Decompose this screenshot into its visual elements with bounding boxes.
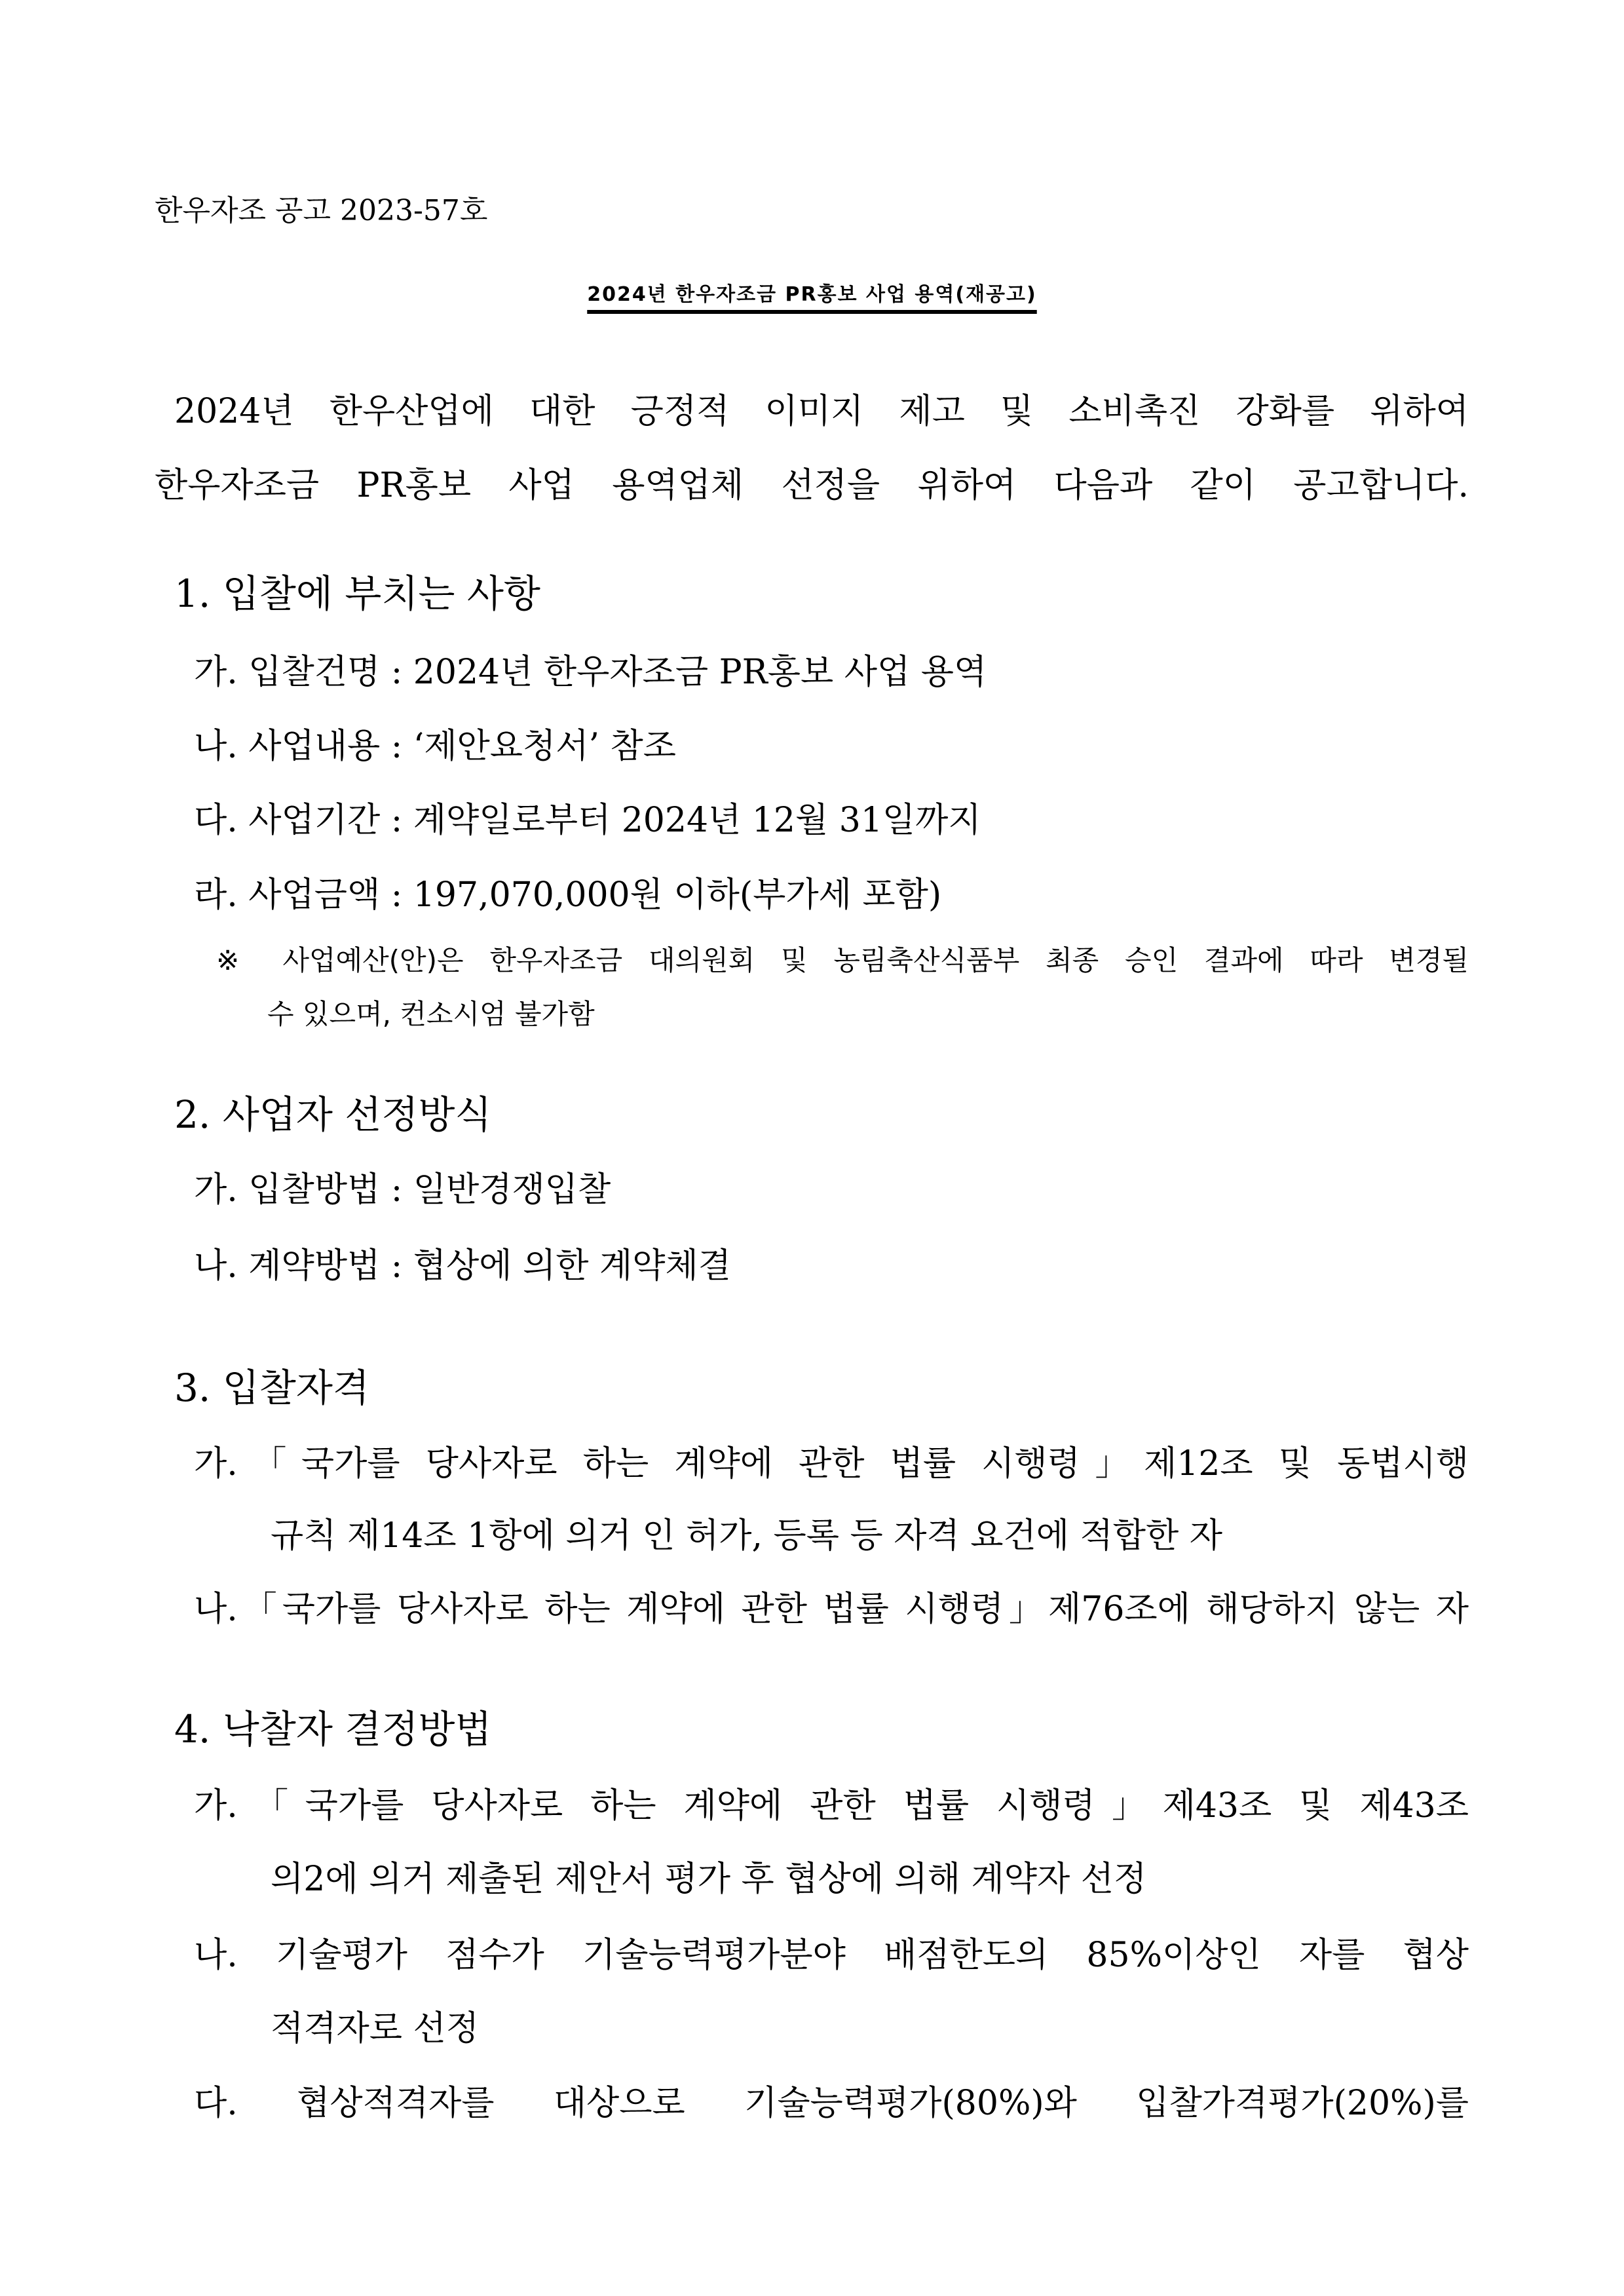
section-2-heading: 2. 사업자 선정방식	[174, 1092, 492, 1137]
section-4-item-a-line-1: 가.「국가를 당사자로 하는 계약에 관한 법률 시행령」제43조 및 제43조	[194, 1786, 1469, 1826]
title-text: 2024년 한우자조금 PR홍보 사업 용역(재공고)	[587, 283, 1037, 306]
intro-line-2: 한우자조금 PR홍보 사업 용역업체 선정을 위하여 다음과 같이 공고합니다.	[155, 466, 1469, 505]
document-title	[0, 259, 1624, 331]
section-1-note-line-2: 수 있으며, 컨소시엄 불가함	[267, 998, 595, 1030]
notice-number: 한우자조 공고 2023-57호	[155, 194, 488, 227]
intro-line-1: 2024년 한우산업에 대한 긍정적 이미지 제고 및 소비촉진 강화를 위하여	[174, 392, 1469, 431]
section-3-item-a-line-1: 가.「국가를 당사자로 하는 계약에 관한 법률 시행령」제12조 및 동법시행	[194, 1444, 1469, 1483]
section-1-item-c: 다. 사업기간 : 계약일로부터 2024년 12월 31일까지	[194, 801, 981, 840]
section-3-item-a-line-2: 규칙 제14조 1항에 의거 인 허가, 등록 등 자격 요건에 적합한 자	[271, 1516, 1222, 1556]
section-4-item-c: 다. 협상적격자를 대상으로 기술능력평가(80%)와 입찰가격평가(20%)를	[194, 2084, 1469, 2123]
section-1-item-b: 나. 사업내용 : ‘제안요청서’ 참조	[194, 727, 677, 766]
section-1-item-d: 라. 사업금액 : 197,070,000원 이하(부가세 포함)	[194, 875, 942, 915]
section-4-item-b-line-2: 적격자로 선정	[271, 2009, 479, 2048]
section-1-heading: 1. 입찰에 부치는 사항	[174, 571, 540, 616]
section-3-heading: 3. 입찰자격	[174, 1366, 369, 1410]
section-1-item-a: 가. 입찰건명 : 2024년 한우자조금 PR홍보 사업 용역	[194, 653, 987, 692]
section-1-note-line-1: ※ 사업예산(안)은 한우자조금 대의원회 및 농림축산식품부 최종 승인 결과에 따라 변경될	[216, 944, 1469, 976]
section-4-item-a-line-2: 의2에 의거 제출된 제안서 평가 후 협상에 의해 계약자 선정	[271, 1860, 1147, 1899]
section-3-item-b: 나.「국가를 당사자로 하는 계약에 관한 법률 시행령」제76조에 해당하지 않는 자	[194, 1590, 1469, 1629]
section-2-item-a: 가. 입찰방법 : 일반경쟁입찰	[194, 1170, 611, 1210]
section-2-item-b: 나. 계약방법 : 협상에 의한 계약체결	[194, 1246, 731, 1286]
section-4-heading: 4. 낙찰자 결정방법	[174, 1707, 492, 1751]
section-4-item-b-line-1: 나. 기술평가 점수가 기술능력평가분야 배점한도의 85%이상인 자를 협상	[194, 1936, 1469, 1975]
